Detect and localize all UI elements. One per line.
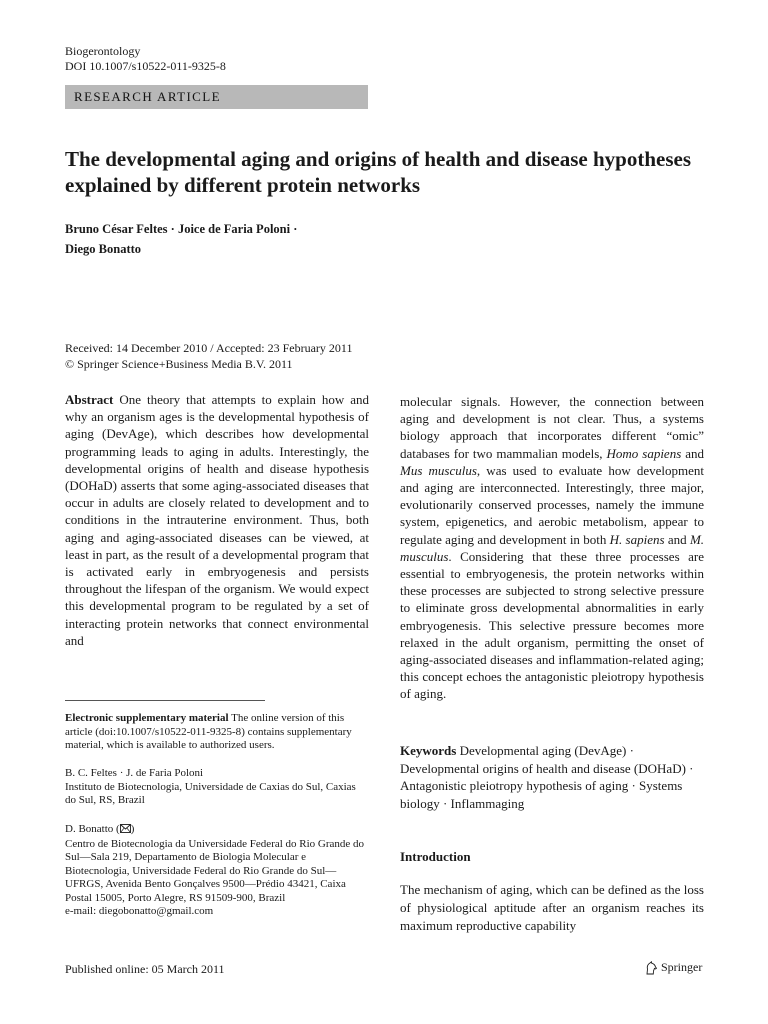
abstract-column-2 [400,393,704,703]
affiliation-1-names: B. C. Feltes · J. de Faria Poloni [65,767,204,779]
footnote-divider [65,700,265,701]
springer-horse-icon [644,961,658,975]
author-list [65,219,385,259]
abstract-text-col1: One theory that attempts to explain how and why an organism ages is the developmental hypothesis of aging (DevAge), which describes how developmental programming leads to aging in adults. Interestingly, the developmental origins of health and disease hypothesis (DOHaD) asserts that some aging-associated diseases that occur in adults are closely related to development and to conditions in the intrauterine environment. Thus, both aging and aging-associated diseases can be viewed, at least in part, as the result of a developmental program that is activated early in embryogenesis and persists throughout the lifespan of the organism. We would expect this developmental program to be regulated by a set of interacting protein networks that connect environmental and [65,392,370,648]
introduction-heading: Introduction [400,849,471,864]
received-accepted-dates: Received: 14 December 2010 / Accepted: 23 February 2011 [65,341,353,355]
affiliation-2-email[interactable]: e-mail: diegobonatto@gmail.com [65,905,214,917]
abstract-text-col2-a: molecular signals. However, the connection between aging and development is not clear. Thus, a systems biology approach that incorporates different “omic” databases for two mammalian models, [400,394,704,461]
article-dates [65,340,385,372]
copyright-line: © Springer Science+Business Media B.V. 2011 [65,357,293,371]
affiliation-2-institution: Centro de Biotecnologia da Universidade Federal do Rio Grande do Sul—Sala 219, Departamento de Biologia Molecular e Biotecnologia, Universidade Federal do Rio Grande do Sul—UFRGS, Avenida Bento Gonçalves 9500—Prédio 43421, Caixa Postal 15005, Porto Alegre, RS 91509-900, Brazil [65,837,365,904]
abstract-text-col2-c: . Considering that these three processes are essential to embryogenesis, the protein networks within these processes are subjected to strong selective pressure to eliminate gross developmental abnormalities in early embryogenesis. This selective pressure becomes more relaxed in the adult organism, permitting the onset of aging-associated diseases and inflammation-related aging; this concept echoes the antagonistic pleiotropy hypothesis of aging. [400,548,704,702]
article-type-banner [65,85,368,109]
article-title: The developmental aging and origins of health and disease hypotheses explained by different protein networks [65,147,692,197]
supplementary-note [65,712,369,753]
publisher-mark [644,960,702,975]
esm-text-after: ) contains supplementary material, which is available to authorized users. [65,725,352,751]
species-mus-musculus: Mus musculus [400,462,477,478]
published-online-date: Published online: 05 March 2011 [65,962,225,976]
journal-header [65,44,226,74]
abstract-and-2: and [667,531,687,547]
article-type-label: RESEARCH ARTICLE [74,89,221,104]
journal-name: Biogerontology [65,44,141,58]
species-h-sapiens: H. sapiens [609,531,665,547]
supplementary-doi-link[interactable]: 10.1007/s10522-011-9325-8 [116,725,242,738]
keywords-label: Keywords [400,743,457,758]
affiliation-2-name-end: ) [130,823,135,835]
abstract-column-1 [65,391,369,649]
introduction-text: The mechanism of aging, which can be defined as the loss of physiological aptitude after an organism reaches its maximum reproductive capability [400,882,704,933]
abstract-label: Abstract [65,392,114,407]
species-homo-sapiens: Homo sapiens [606,445,682,461]
species-m-musculus: M. musculus [400,531,705,564]
abstract-and-1: and [685,445,705,461]
esm-text-before: The online version of this article (doi: [65,712,345,738]
affiliation-1-institution: Instituto de Biotecnologia, Universidade de Caxias do Sul, Caxias do Sul, RS, Brazil [65,780,356,806]
esm-label: Electronic supplementary material [65,712,229,724]
abstract-text-col2-b: , was used to evaluate how development and aging are interconnected. Interestingly, three major, evolutionarily conserved processes, namely the immune system, epigenetics, and aerobic metabolism, appear to regulate aging and development in both [400,462,704,547]
affiliation-2 [65,823,369,919]
keywords-text: Developmental aging (DevAge) · Developmental origins of health and disease (DOHaD) · Antagonistic pleiotropy hypothesis of aging · Systems biology · Inflammaging [400,743,694,811]
affiliation-1 [65,767,369,808]
publisher-name: Springer [661,960,703,974]
author-line-1: Bruno César Feltes · Joice de Faria Poloni · [65,222,298,236]
keywords-block [400,742,704,812]
journal-doi: DOI 10.1007/s10522-011-9325-8 [65,59,226,73]
affiliation-2-name-line [65,823,369,838]
author-line-2: Diego Bonatto [65,242,142,256]
envelope-icon[interactable] [120,824,131,838]
affiliation-2-name: D. Bonatto ( [65,823,120,835]
